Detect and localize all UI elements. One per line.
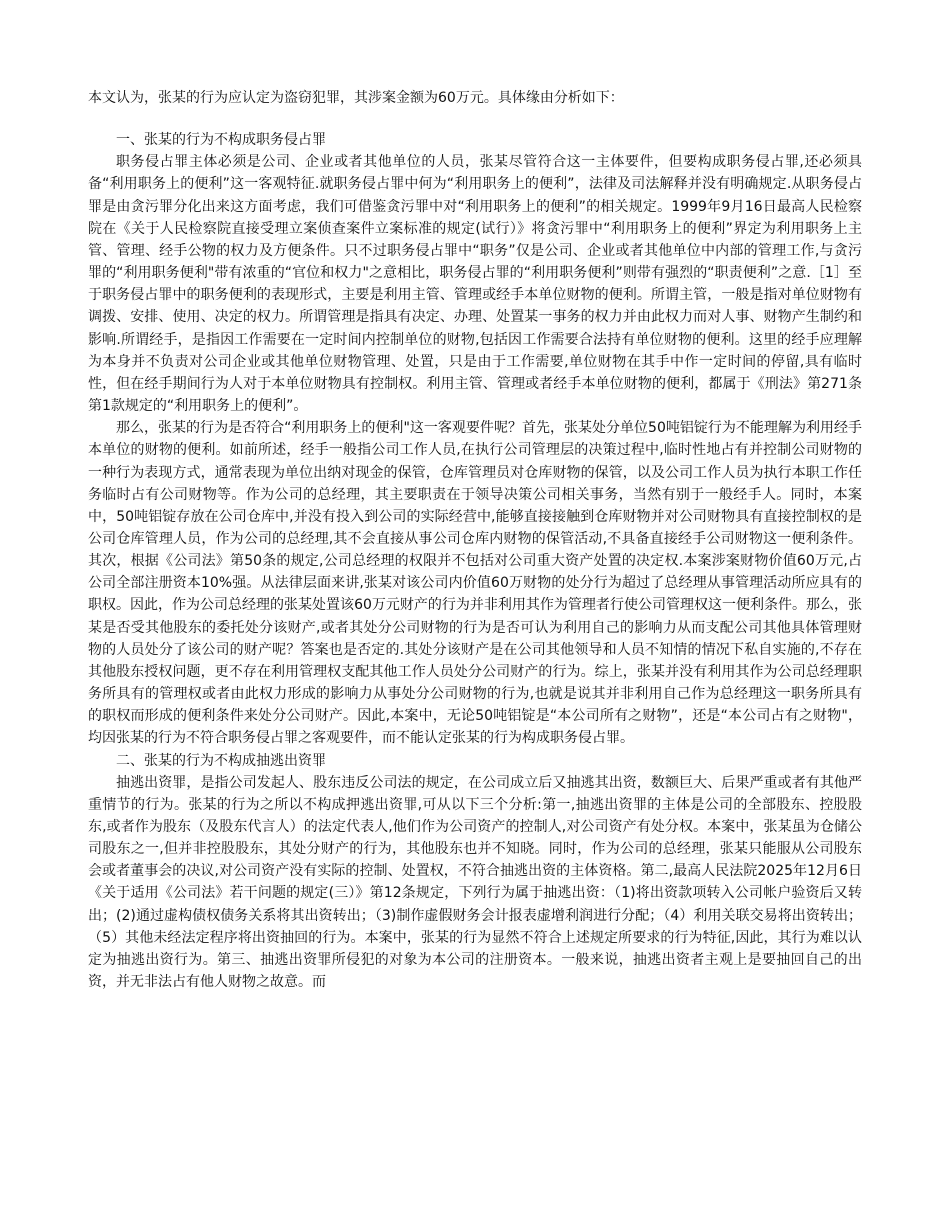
intro-paragraph: 本文认为，张某的行为应认定为盗窃犯罪，其涉案金额为60万元。具体缘由分析如下： (88, 90, 624, 106)
section-heading-2: 二、张某的行为不构成抽逃出资罪 (116, 752, 326, 769)
body-paragraph: 抽逃出资罪，是指公司发起人、股东违反公司法的规定，在公司成立后又抽逃其出资，数额巨大、后果严重或者有其他严重情节的行为。张某的行为之所以不构成押逃出资罪,可从以下三个分析:第一,抽逃出资罪的主体是公司的全部股东、控股股东,或者作为股东（及股东代言人）的法定代表人,他们作为公司资产的控制人,对公司资产有处分权。本案中，张某虽为仓储公司股东之一,但并非控股股东，其处分财产的行为，其他股东也并不知晓。同时，作为公司的总经理，张某只能服从公司股东会或者董事会的决议,对公司资产没有实际的控制、处置权，不符合抽逃出资的主体资格。第二,最高人民法院2025年12月6日《关于适用《公司法》若干问题的规定(三）》第12条规定，下列行为属于抽逃出资：（1)将出资款项转入公司帐户验资后又转出；(2)通过虚构债权债务关系将其出资转出；（3)制作虚假财务会计报表虚增利润进行分配；（4）利用关联交易将出资转出；（5）其他未经法定程序将出资抽回的行为。本案中，张某的行为显然不符合上述规定所要求的行为特征,因此，其行为难以认定为抽逃出资行为。第三、抽逃出资罪所侵犯的对象为本公司的注册资本。一般来说，抽逃出资者主观上是要抽回自己的出资，并无非法占有他人财物之故意。而 (88, 774, 862, 991)
body-paragraph: 职务侵占罪主体必须是公司、企业或者其他单位的人员，张某尽管符合这一主体要件，但要构成职务侵占罪,还必须具备“利用职务上的便利”这一客观特征.就职务侵占罪中何为“利用职务上的便利”，法律及司法解释并没有明确规定.从职务侵占罪是由贪污罪分化出来这方面考虑，我们可借鉴贪污罪中对“利用职务上的便利”的相关规定。1999年9月16日最高人民检察院在《关于人民检察院直接受理立案侦查案件立案标准的规定(试行）》将贪污罪中“利用职务上的便利”界定为利用职务上主管、管理、经手公物的权力及方便条件。只不过职务侵占罪中“职务”仅是公司、企业或者其他单位中内部的管理工作,与贪污罪的“利用职务便利"带有浓重的“官位和权力"之意相比，职务侵占罪的“利用职务便利”则带有强烈的“职责便利”之意.［1］至于职务侵占罪中的职务便利的表现形式，主要是利用主管、管理或经手本单位财物的便利。所谓主管，一般是指对单位财物有调拨、安排、使用、决定的权力。所谓管理是指具有决定、办理、处置某一事务的权力并由此权力而对人事、财物产生制约和影响.所谓经手，是指因工作需要在一定时间内控制单位的财物,包括因工作需要合法持有单位财物的便利。这里的经手应理解为本身并不负责对公司企业或其他单位财物管理、处置，只是由于工作需要,单位财物在其手中作一定时间的停留,具有临时性，但在经手期间行为人对于本单位财物具有控制权。利用主管、管理或者经手本单位财物的便利，都属于《刑法》第271条第1款规定的“利用职务上的便利”。 (88, 154, 862, 415)
section-heading-1: 一、张某的行为不构成职务侵占罪 (116, 132, 326, 149)
body-paragraph: 那么，张某的行为是否符合“利用职务上的便利"这一客观要件呢？首先，张某处分单位50吨铝锭行为不能理解为利用经手本单位的财物的便利。如前所述，经手一般指公司工作人员,在执行公司管理层的决策过程中,临时性地占有并控制公司财物的一种行为表现方式，通常表现为单位出纳对现金的保管，仓库管理员对仓库财物的保管，以及公司工作人员为执行本职工作任务临时占有公司财物等。作为公司的总经理，其主要职责在于领导决策公司相关事务，当然有别于一般经手人。同时，本案中，50吨铝锭存放在公司仓库中,并没有投入到公司的实际经营中,能够直接接触到仓库财物并对公司财物具有直接控制权的是公司仓库管理人员，作为公司的总经理,其不会直接从事公司仓库内财物的保管活动,不具备直接经手公司财物这一便利条件。其次，根据《公司法》第50条的规定,公司总经理的权限并不包括对公司重大资产处置的决定权.本案涉案财物价值60万元,占公司全部注册资本10%强。从法律层面来讲,张某对该公司内价值60万财物的处分行为超过了总经理从事管理活动所应具有的职权。因此，作为公司总经理的张某处置该60万元财产的行为并非利用其作为管理者行使公司管理权这一便利条件。那么，张某是否受其他股东的委托处分该财产,或者其处分公司财物的行为是否可认为利用自己的影响力从而支配公司其他具体管理财物的人员处分了该公司的财产呢？答案也是否定的.其处分该财产是在公司其他领导和人员不知情的情况下私自实施的,不存在其他股东授权问题，更不存在利用管理权支配其他工作人员处分公司财产的行为。综上，张某并没有利用其作为公司总经理职务所具有的管理权或者由此权力形成的影响力从事处分公司财物的行为,也就是说其并非利用自己作为总经理这一职务所具有的职权而形成的便利条件来处分公司财产。因此,本案中，无论50吨铝锭是“本公司所有之财物”，还是“本公司占有之财物"，均因张某的行为不符合职务侵占罪之客观要件，而不能认定张某的行为构成职务侵占罪。 (88, 420, 862, 747)
document-body (88, 87, 862, 993)
